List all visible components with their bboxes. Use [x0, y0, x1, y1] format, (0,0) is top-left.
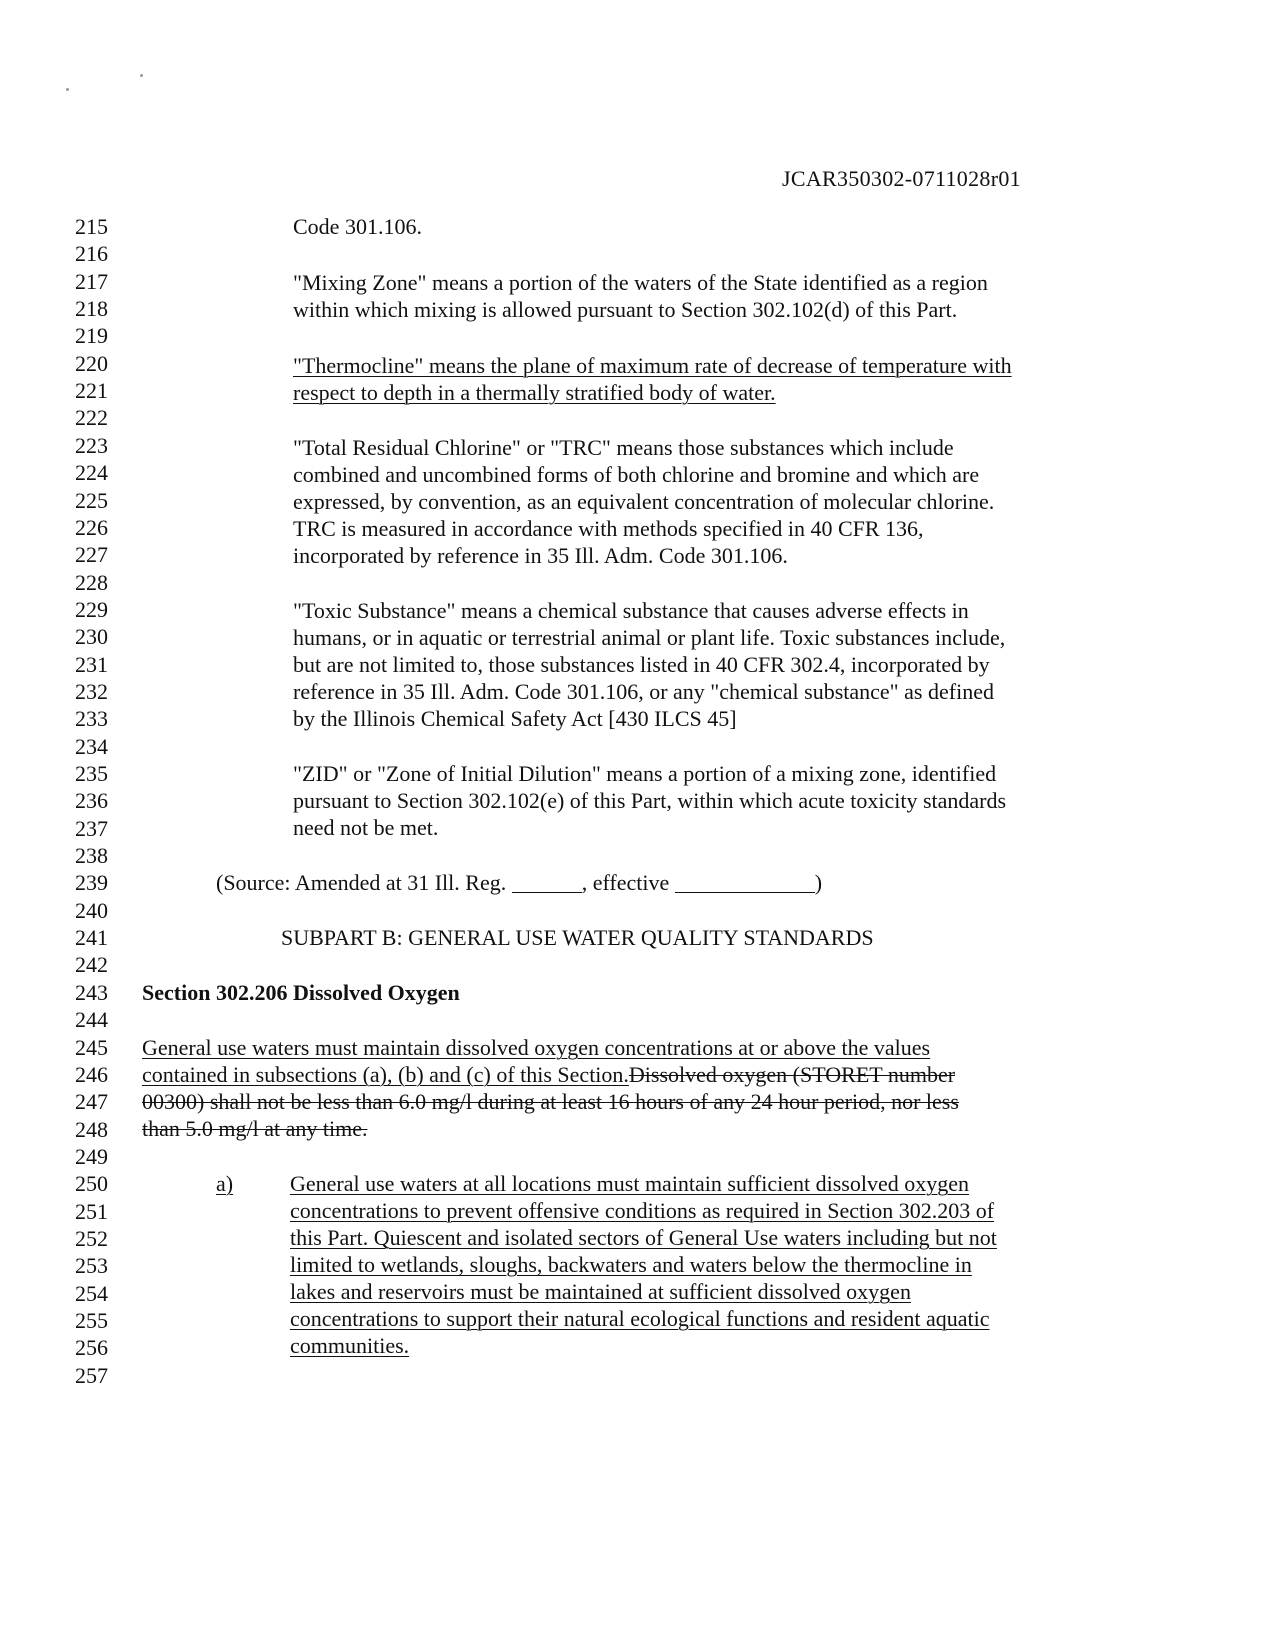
line-number: 246 — [75, 1062, 108, 1087]
inserted-text-line: "Thermocline" means the plane of maximum rate of decrease of temperature with — [293, 353, 1012, 378]
line-number: 219 — [75, 323, 108, 348]
document-id: JCAR350302-0711028r01 — [782, 166, 1021, 191]
inserted-text-line: concentrations to support their natural ecological functions and resident aquatic — [290, 1306, 990, 1331]
text-line: expressed, by convention, as an equivalent concentration of molecular chlorine. — [293, 489, 995, 514]
text-line: but are not limited to, those substances listed in 40 CFR 302.4, incorporated by — [293, 652, 990, 677]
inserted-text-line: communities. — [290, 1333, 410, 1358]
line-number: 222 — [75, 405, 108, 430]
text-line: "ZID" or "Zone of Initial Dilution" means a portion of a mixing zone, identified — [293, 761, 997, 786]
line-number: 225 — [75, 488, 108, 513]
line-number: 221 — [75, 378, 108, 403]
line-number: 257 — [75, 1363, 108, 1388]
subsection-label: a) — [216, 1171, 234, 1196]
subpart-heading: SUBPART B: GENERAL USE WATER QUALITY STANDARDS — [281, 925, 874, 950]
line-number: 243 — [75, 980, 108, 1005]
line-number: 254 — [75, 1281, 108, 1306]
inserted-text-line: General use waters must maintain dissolved oxygen concentrations at or above the values — [142, 1035, 931, 1060]
line-number: 229 — [75, 597, 108, 622]
line-number: 256 — [75, 1335, 108, 1360]
scan-speck — [66, 88, 69, 91]
line-number: 242 — [75, 952, 108, 977]
effective-date-blank — [675, 872, 815, 893]
text-line: combined and uncombined forms of both chlorine and bromine and which are — [293, 462, 980, 487]
inserted-text-line: lakes and reservoirs must be maintained at sufficient dissolved oxygen — [290, 1279, 911, 1304]
mixed-text-line — [142, 1061, 955, 1089]
deleted-text-line: 00300) shall not be less than 6.0 mg/l during at least 16 hours of any 24 hour period, nor less — [142, 1089, 959, 1114]
text-line: "Mixing Zone" means a portion of the waters of the State identified as a region — [293, 270, 988, 295]
line-number: 220 — [75, 351, 108, 376]
line-number: 251 — [75, 1199, 108, 1224]
text-line: by the Illinois Chemical Safety Act [430 ILCS 45] — [293, 706, 737, 731]
source-note-text: (Source: Amended at 31 Ill. Reg. — [216, 870, 512, 895]
line-number: 245 — [75, 1035, 108, 1060]
deleted-text: Dissolved oxygen (STORET number — [628, 1062, 956, 1087]
line-number: 238 — [75, 843, 108, 868]
line-number: 248 — [75, 1117, 108, 1142]
line-number: 255 — [75, 1308, 108, 1333]
line-number: 218 — [75, 296, 108, 321]
line-number: 234 — [75, 734, 108, 759]
text-line: within which mixing is allowed pursuant to Section 302.102(d) of this Part. — [293, 297, 958, 322]
line-number: 252 — [75, 1226, 108, 1251]
deleted-text-line: than 5.0 mg/l at any time. — [142, 1116, 368, 1141]
scan-speck — [140, 74, 143, 77]
inserted-text-line: concentrations to prevent offensive conditions as required in Section 302.203 of — [290, 1198, 995, 1223]
line-number: 230 — [75, 624, 108, 649]
text-line: "Total Residual Chlorine" or "TRC" means those substances which include — [293, 435, 954, 460]
line-number: 228 — [75, 570, 108, 595]
line-number: 216 — [75, 241, 108, 266]
text-line: pursuant to Section 302.102(e) of this Part, within which acute toxicity standards — [293, 788, 1007, 813]
line-number: 249 — [75, 1144, 108, 1169]
text-line: humans, or in aquatic or terrestrial animal or plant life. Toxic substances include, — [293, 625, 1006, 650]
line-number: 236 — [75, 788, 108, 813]
line-number: 241 — [75, 925, 108, 950]
line-number: 233 — [75, 706, 108, 731]
line-number: 223 — [75, 433, 108, 458]
source-note-effective: , effective — [581, 870, 675, 895]
line-number: 226 — [75, 515, 108, 540]
line-number: 217 — [75, 269, 108, 294]
text-line: need not be met. — [293, 815, 439, 840]
line-number: 247 — [75, 1089, 108, 1114]
inserted-text: contained in subsections (a), (b) and (c) of this Section. — [142, 1062, 629, 1087]
line-number: 227 — [75, 542, 108, 567]
line-number: 253 — [75, 1253, 108, 1278]
line-number: 240 — [75, 898, 108, 923]
inserted-text-line: General use waters at all locations must maintain sufficient dissolved oxygen — [290, 1171, 969, 1196]
section-heading: Section 302.206 Dissolved Oxygen — [142, 980, 460, 1005]
line-number: 250 — [75, 1171, 108, 1196]
register-blank — [512, 872, 582, 893]
inserted-text-line: respect to depth in a thermally stratified body of water. — [293, 380, 776, 405]
text-line: "Toxic Substance" means a chemical substance that causes adverse effects in — [293, 598, 969, 623]
line-number: 244 — [75, 1007, 108, 1032]
text-line: Code 301.106. — [293, 214, 422, 239]
text-line: reference in 35 Ill. Adm. Code 301.106, or any "chemical substance" as defined — [293, 679, 994, 704]
source-note — [216, 869, 822, 897]
text-line: TRC is measured in accordance with methods specified in 40 CFR 136, — [293, 516, 924, 541]
line-number: 235 — [75, 761, 108, 786]
line-number: 224 — [75, 460, 108, 485]
line-number: 237 — [75, 816, 108, 841]
line-number: 215 — [75, 214, 108, 239]
inserted-text-line: this Part. Quiescent and isolated sectors of General Use waters including but not — [290, 1225, 997, 1250]
line-number: 231 — [75, 652, 108, 677]
line-number: 239 — [75, 870, 108, 895]
text-line: incorporated by reference in 35 Ill. Adm. Code 301.106. — [293, 543, 788, 568]
line-number: 232 — [75, 679, 108, 704]
inserted-text-line: limited to wetlands, sloughs, backwaters and waters below the thermocline in — [290, 1252, 972, 1277]
source-note-close: ) — [814, 870, 823, 895]
